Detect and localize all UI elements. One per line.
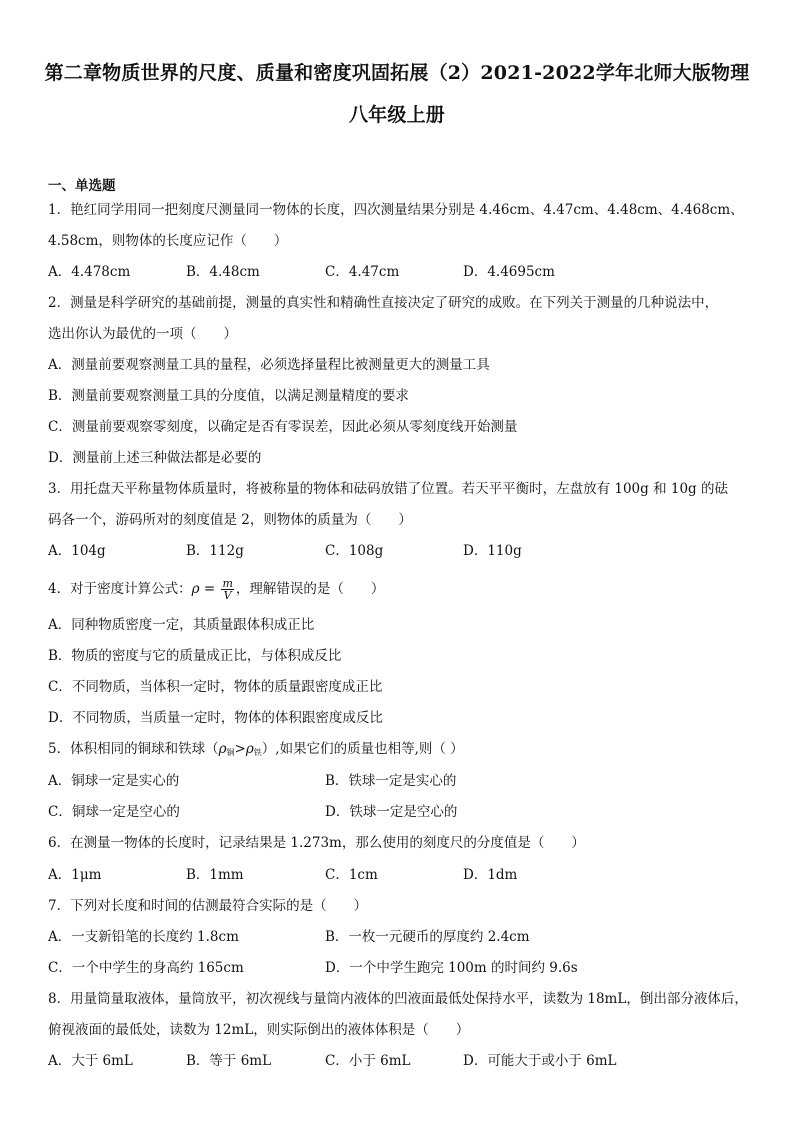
q5-stem-prefix: 5．体积相同的铜球和铁球（ — [48, 741, 219, 757]
q8-option-c: C．小于 6mL — [325, 1053, 411, 1069]
q3-option-b: B．112g — [186, 543, 244, 559]
document-title-line1: 第二章物质世界的尺度、质量和密度巩固拓展（2）2021-2022学年北师大版物理 — [44, 62, 750, 84]
q8-option-b: B．等于 6mL — [186, 1053, 272, 1069]
q4-option-b: B．物质的密度与它的质量成正比，与体积成反比 — [48, 648, 342, 664]
section-heading: 一、单选题 — [48, 178, 116, 194]
q8-option-a: A．大于 6mL — [48, 1053, 133, 1069]
greater-than-sign: > — [234, 741, 246, 757]
q2-option-b: B．测量前要观察测量工具的分度值，以满足测量精度的要求 — [48, 388, 409, 404]
q5-stem — [48, 740, 464, 762]
q7-option-c: C．一个中学生的身高约 165cm — [48, 960, 244, 976]
formula-numerator: m — [222, 577, 233, 590]
q3-option-d: D．110g — [463, 543, 522, 559]
q7-option-d: D．一个中学生跑完 100m 的时间约 9.6s — [325, 960, 578, 976]
q3-option-a: A．104g — [48, 543, 106, 559]
q3-stem-line2: 码各一个，游码所对的刻度值是 2，则物体的质量为（ ） — [48, 512, 412, 528]
q1-option-d: D．4.4695cm — [463, 264, 555, 280]
q6-option-b: B．1mm — [186, 867, 244, 883]
rho-iron: ρ — [245, 741, 254, 757]
q6-stem: 6．在测量一物体的长度时，记录结果是 1.273m，那么使用的刻度尺的分度值是（ ） — [48, 835, 585, 851]
q4-stem-suffix: ，理解错误的是（ ） — [235, 581, 385, 597]
q5-option-c: C．铜球一定是空心的 — [48, 804, 180, 820]
q1-stem-line1: 1．艳红同学用同一把刻度尺测量同一物体的长度，四次测量结果分别是 4.46cm、4.47cm、4.48cm、4.468cm、 — [48, 202, 744, 218]
rho-copper-subscript: 铜 — [226, 748, 235, 757]
rho-iron-subscript: 铁 — [253, 748, 262, 757]
rho-copper: ρ — [218, 741, 227, 757]
q3-option-c: C．108g — [325, 543, 384, 559]
q2-stem-line1: 2．测量是科学研究的基础前提，测量的真实性和精确性直接决定了研究的成败。在下列关于测量的几种说法中， — [48, 295, 719, 311]
q6-option-d: D．1dm — [463, 867, 518, 883]
q8-stem-line2: 俯视液面的最低处，读数为 12mL，则实际倒出的液体体积是（ ） — [48, 1022, 470, 1038]
q5-option-b: B．铁球一定是实心的 — [325, 773, 457, 789]
q6-option-a: A．1μm — [48, 867, 102, 883]
q1-stem-line2: 4.58cm，则物体的长度应记作（ ） — [48, 233, 288, 249]
q7-stem: 7．下列对长度和时间的估测最符合实际的是（ ） — [48, 898, 368, 914]
q1-option-b: B．4.48cm — [186, 264, 260, 280]
q2-option-a: A．测量前要观察测量工具的量程，必须选择量程比被测量更大的测量工具 — [48, 357, 490, 373]
q5-option-a: A．铜球一定是实心的 — [48, 773, 180, 789]
q4-option-c: C．不同物质，当体积一定时，物体的质量跟密度成正比 — [48, 679, 383, 695]
formula-denominator: V — [223, 589, 232, 602]
q5-stem-suffix: ）,如果它们的质量也相等,则（ ） — [261, 741, 464, 757]
q4-option-a: A．同种物质密度一定，其质量跟体积成正比 — [48, 617, 315, 633]
q1-option-a: A．4.478cm — [48, 264, 131, 280]
density-formula-lhs: ρ = — [191, 581, 220, 597]
q1-option-c: C．4.47cm — [325, 264, 400, 280]
q3-stem-line1: 3．用托盘天平称量物体质量时，将被称量的物体和砝码放错了位置。若天平平衡时，左盘放有 100g 和 10g 的砝 — [48, 481, 728, 497]
q2-option-c: C．测量前要观察零刻度，以确定是否有零误差，因此必须从零刻度线开始测量 — [48, 419, 518, 435]
q8-stem-line1: 8．用量筒量取液体，量筒放平，初次视线与量筒内液体的凹液面最低处保持水平，读数为 18mL，倒出部分液体后， — [48, 991, 748, 1007]
q8-option-d: D．可能大于或小于 6mL — [463, 1053, 617, 1069]
document-title-line2: 八年级上册 — [348, 104, 445, 126]
q4-stem-prefix: 4．对于密度计算公式： — [48, 581, 192, 597]
q7-option-a: A．一支新铅笔的长度约 1.8cm — [48, 929, 239, 945]
q5-option-d: D．铁球一定是空心的 — [325, 804, 458, 820]
q2-stem-line2: 选出你认为最优的一项（ ） — [48, 326, 237, 342]
q7-option-b: B．一枚一元硬币的厚度约 2.4cm — [325, 929, 530, 945]
q4-stem — [48, 578, 384, 601]
q4-option-d: D．不同物质，当质量一定时，物体的体积跟密度成反比 — [48, 710, 383, 726]
q2-option-d: D．测量前上述三种做法都是必要的 — [48, 450, 262, 466]
q6-option-c: C．1cm — [325, 867, 378, 883]
density-formula-fraction — [221, 578, 233, 601]
